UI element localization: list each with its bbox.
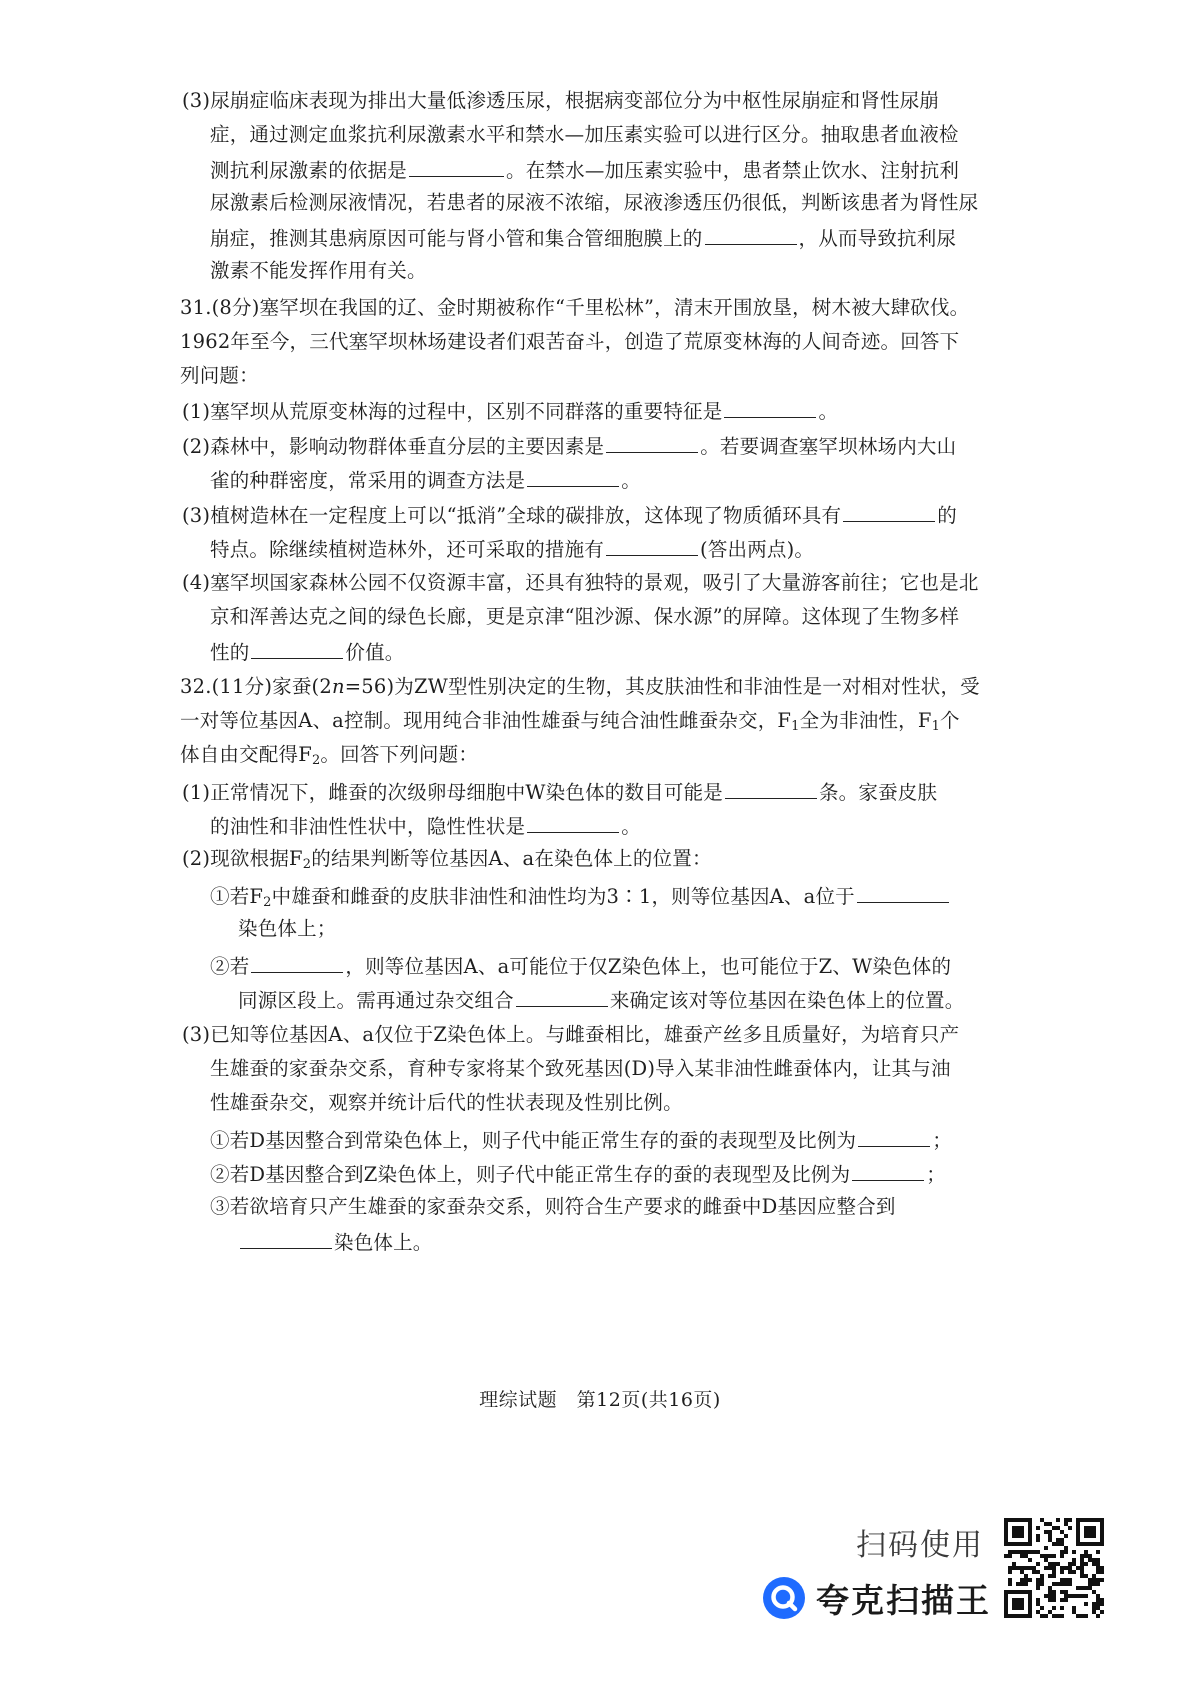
answer-blank (251, 638, 343, 659)
q31-line2: 1962年至今，三代塞罕坝林场建设者们艰苦奋斗，创造了荒原变林海的人间奇迹。回答下 (180, 330, 960, 353)
q30-p3-line3: 测抗利尿激素的依据是 。在禁水—加压素实验中，患者禁止饮水、注射抗利 (210, 156, 959, 184)
q32-p1-line1: (1)正常情况下，雌蚕的次级卵母细胞中W染色体的数目可能是 条。家蚕皮肤 (182, 778, 937, 806)
answer-blank (251, 952, 343, 973)
q32-p3-line2: 生雄蚕的家蚕杂交系，育种专家将某个致死基因(D)导入某非油性雌蚕体内，让其与油 (210, 1057, 951, 1080)
q30-p3-line1: (3)尿崩症临床表现为排出大量低渗透压尿，根据病变部位分为中枢性尿崩症和肾性尿崩 (182, 89, 940, 112)
q31-p4-line3: 性的 价值。 (210, 638, 405, 666)
q31-line1: 31.(8分)塞罕坝在我国的辽、金时期被称作“千里松林”，清末开围放垦，树木被大肆砍伐。 (180, 296, 970, 319)
q32-p2-item1-line2: 染色体上； (238, 917, 337, 940)
q32-line1: 32.(11分)家蚕(2n=56)为ZW型性别决定的生物，其皮肤油性和非油性是一对相对性状，受 (180, 675, 980, 698)
q32-p2-intro: (2)现欲根据$F_2$的结果判断等位基因A、a在染色体上的位置： (182, 847, 712, 872)
answer-blank (240, 1228, 332, 1249)
q31-line3: 列问题： (180, 364, 259, 387)
q31-p2-line2: 雀的种群密度，常采用的调查方法是 。 (210, 466, 641, 494)
q32-p1-line2: 的油性和非油性性状中，隐性性状是 。 (210, 812, 641, 840)
answer-blank (858, 1126, 930, 1147)
answer-blank (606, 432, 698, 453)
answer-blank (705, 224, 797, 245)
answer-blank (843, 501, 935, 522)
q32-p3-line3: 性雄蚕杂交，观察并统计后代的性状表现及性别比例。 (210, 1091, 683, 1114)
answer-blank (724, 397, 816, 418)
quark-logo-icon (762, 1576, 806, 1620)
answer-blank (852, 1160, 924, 1181)
q31-p4-line2: 京和浑善达克之间的绿色长廊，更是京津“阻沙源、保水源”的屏障。这体现了生物多样 (210, 605, 960, 628)
q31-p2-line1: (2)森林中，影响动物群体垂直分层的主要因素是 。若要调查塞罕坝林场内大山 (182, 432, 956, 460)
answer-blank (527, 466, 619, 487)
qr-code-icon[interactable] (1004, 1518, 1104, 1618)
answer-blank (606, 535, 698, 556)
answer-blank (516, 986, 608, 1007)
q32-p3-item3-line1: ③若欲培育只产生雄蚕的家蚕杂交系，则符合生产要求的雌蚕中D基因应整合到 (210, 1195, 896, 1218)
q31-p3-line2: 特点。除继续植树造林外，还可采取的措施有 (答出两点)。 (210, 535, 814, 563)
q30-p3-line6: 激素不能发挥作用有关。 (210, 259, 427, 282)
answer-blank (857, 882, 949, 903)
scanner-brand-name: 夸克扫描王 (816, 1580, 991, 1620)
q31-p1: (1)塞罕坝从荒原变林海的过程中，区别不同群落的重要特征是 。 (182, 397, 838, 425)
q32-line2: 一对等位基因A、a控制。现用纯合非油性雄蚕与纯合油性雌蚕杂交，$F_1$全为非油性，$F_1$个 (180, 709, 960, 734)
answer-blank (409, 156, 504, 177)
q31-p4-line1: (4)塞罕坝国家森林公园不仅资源丰富，还具有独特的景观，吸引了大量游客前往；它也是北 (182, 571, 979, 594)
scanner-brand (762, 1572, 991, 1624)
q30-p3-line2: 症，通过测定血浆抗利尿激素水平和禁水—加压素实验可以进行区分。抽取患者血液检 (210, 123, 959, 146)
q32-p2-item1-line1: ①若$F_2$中雄蚕和雌蚕的皮肤非油性和油性均为3∶1，则等位基因A、a位于 (210, 882, 951, 910)
q31-p3-line1: (3)植树造林在一定程度上可以“抵消”全球的碳排放，这体现了物质循环具有 的 (182, 501, 957, 529)
answer-blank (527, 812, 619, 833)
answer-blank (725, 778, 817, 799)
q32-line3: 体自由交配得$F_2$。回答下列问题： (180, 743, 479, 768)
q32-p2-item2-line1: ②若 ，则等位基因A、a可能位于仅Z染色体上，也可能位于Z、W染色体的 (210, 952, 951, 980)
page-footer: 理综试题 第12页(共16页) (479, 1389, 721, 1411)
q32-p3-item3-line2: 染色体上。 (238, 1228, 433, 1256)
q32-p2-item2-line2: 同源区段上。需再通过杂交组合 来确定该对等位基因在染色体上的位置。 (238, 986, 964, 1014)
q30-p3-line4: 尿激素后检测尿液情况，若患者的尿液不浓缩，尿液渗透压仍很低，判断该患者为肾性尿 (210, 191, 979, 214)
q32-p3-item1: ①若D基因整合到常染色体上，则子代中能正常生存的蚕的表现型及比例为 ； (210, 1126, 952, 1154)
q32-p3-line1: (3)已知等位基因A、a仅位于Z染色体上。与雌蚕相比，雄蚕产丝多且质量好，为培育只产 (182, 1023, 960, 1046)
scan-caption: 扫码使用 (856, 1528, 984, 1563)
q32-p3-item2: ②若D基因整合到Z染色体上，则子代中能正常生存的蚕的表现型及比例为 ； (210, 1160, 946, 1188)
q30-p3-line5: 崩症，推测其患病原因可能与肾小管和集合管细胞膜上的 ，从而导致抗利尿 (210, 224, 956, 252)
